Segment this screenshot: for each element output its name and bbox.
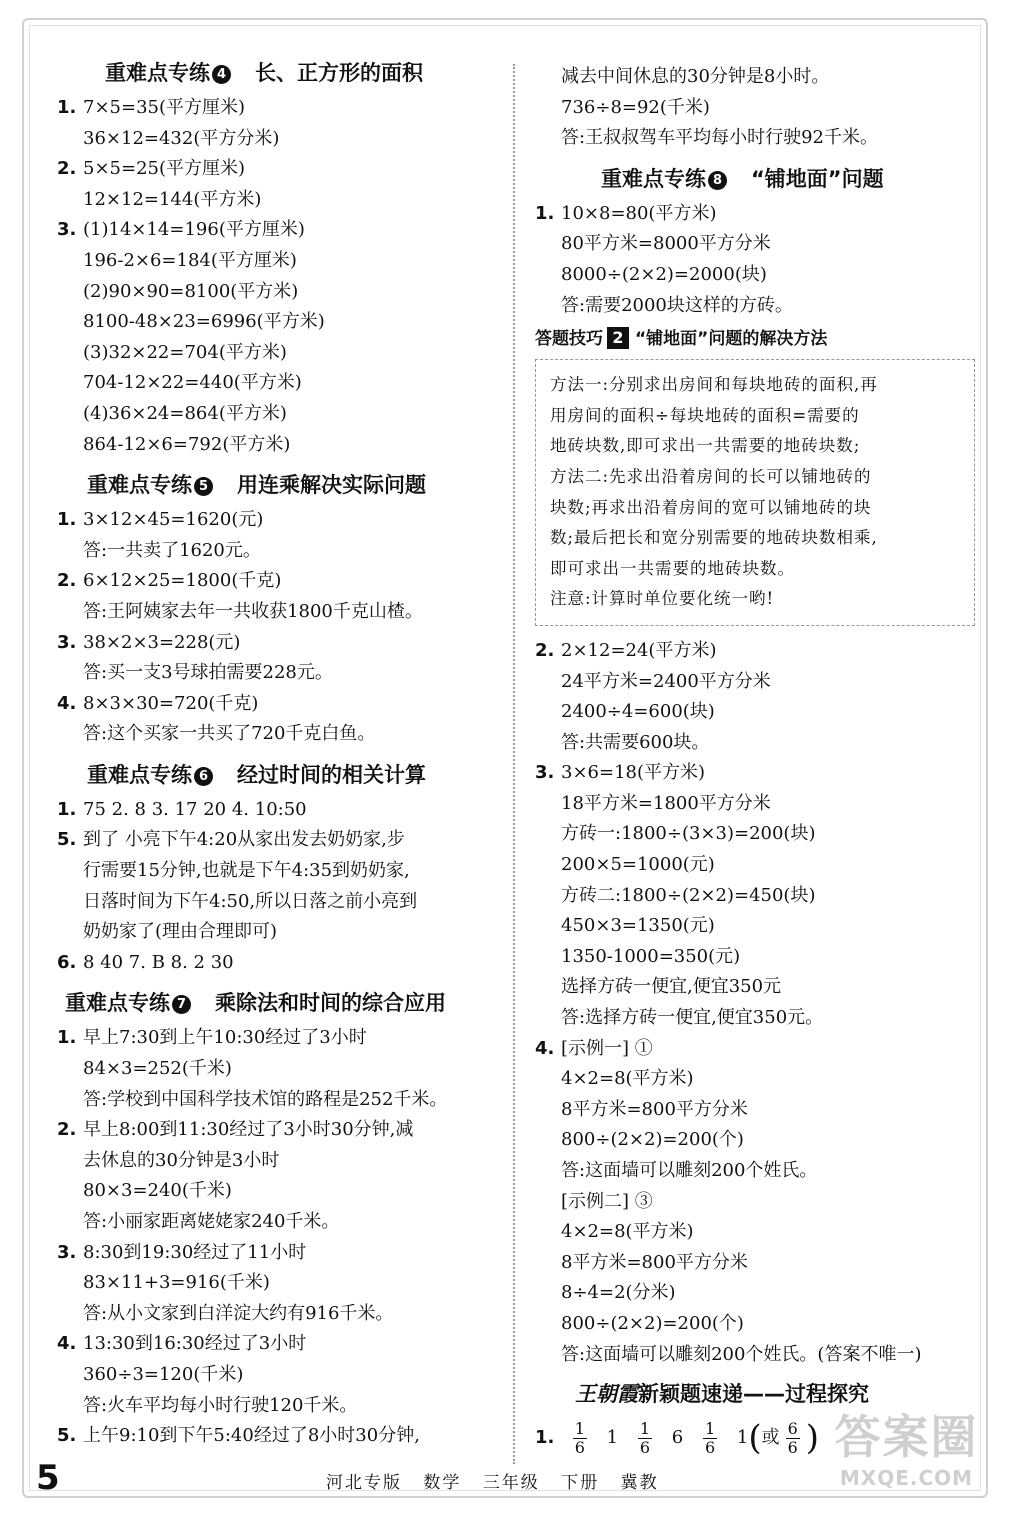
answer-line bbox=[57, 825, 497, 856]
answer-line bbox=[535, 1187, 975, 1218]
section-header-8 bbox=[601, 164, 975, 195]
answer-line bbox=[57, 307, 497, 338]
answer-text: 答:这面墙可以雕刻200个姓氏。(答案不唯一) bbox=[561, 1343, 922, 1365]
question-number: 4. bbox=[535, 1037, 555, 1059]
section-label: 重难点专练 bbox=[601, 166, 706, 191]
text-line: 用房间的面积÷每块地砖的面积=需要的 bbox=[550, 405, 860, 425]
tip-label: 答题技巧 bbox=[535, 329, 603, 350]
answer-line bbox=[57, 246, 497, 277]
answer-text: 83×11+3=916(千米) bbox=[83, 1272, 270, 1294]
answer-value: 1 bbox=[606, 1427, 619, 1449]
answer-line bbox=[535, 1125, 975, 1156]
answer-text: 答:一共卖了1620元。 bbox=[83, 539, 261, 561]
tip-header bbox=[535, 323, 975, 355]
left-column bbox=[57, 58, 497, 1452]
answer-text: 上午9:10到下午5:40经过了8小时30分钟, bbox=[83, 1425, 420, 1447]
section-header-new bbox=[535, 1378, 975, 1409]
brand-signature: 王朝霞 bbox=[575, 1381, 638, 1407]
answer-text: 8100-48×23=6996(平方米) bbox=[83, 311, 325, 333]
answer-text: 18平方米=1800平方分米 bbox=[561, 792, 771, 814]
answer-text: 8÷4=2(分米) bbox=[561, 1282, 676, 1304]
text-line: 注意:计算时单位要化统一哟! bbox=[550, 589, 775, 609]
answer-line bbox=[57, 628, 497, 659]
answer-text: 4×2=8(平方米) bbox=[561, 1221, 694, 1243]
answer-line bbox=[57, 185, 497, 216]
answer-text: 答:学校到中国科学技术馆的路程是252千米。 bbox=[83, 1088, 448, 1110]
answer-text: 5×5=25(平方厘米) bbox=[83, 158, 246, 180]
answer-line bbox=[57, 93, 497, 124]
question-number: 1. bbox=[57, 798, 77, 820]
answer-line bbox=[57, 1085, 497, 1116]
answer-text: 13:30到16:30经过了3小时 bbox=[83, 1333, 307, 1355]
answer-line bbox=[57, 948, 497, 979]
answer-line bbox=[535, 911, 975, 942]
answer-text: 704-12×22=440(平方米) bbox=[83, 372, 302, 394]
answer-line bbox=[535, 291, 975, 322]
answer-value: 6 bbox=[671, 1427, 684, 1449]
section-title: “铺地面”问题 bbox=[751, 166, 884, 191]
answer-line bbox=[57, 505, 497, 536]
section-label: 重难点专练 bbox=[65, 991, 170, 1016]
text-line: 减去中间休息的30分钟是8小时。 bbox=[561, 66, 830, 87]
answer-line bbox=[57, 689, 497, 720]
answer-text: 864-12×6=792(平方米) bbox=[83, 433, 291, 455]
continued-answers bbox=[535, 62, 975, 154]
answer-text: 10×8=80(平方米) bbox=[561, 202, 717, 224]
answer-line bbox=[535, 199, 975, 230]
section-label: 重难点专练 bbox=[87, 762, 192, 787]
question-number: 1. bbox=[57, 1027, 77, 1049]
question-number: 4. bbox=[57, 1333, 77, 1355]
answer-line bbox=[57, 1207, 497, 1238]
answer-line bbox=[535, 942, 975, 973]
answer-line bbox=[57, 887, 497, 918]
answer-line bbox=[535, 972, 975, 1003]
fraction: $\frac{6}{6}$ bbox=[787, 1418, 798, 1457]
answer-text: 3×6=18(平方米) bbox=[561, 762, 706, 784]
answer-text: 2×12=24(平方米) bbox=[561, 639, 717, 661]
answer-line bbox=[535, 1309, 975, 1340]
answer-text: 答:小丽家距离姥姥家240千米。 bbox=[83, 1211, 340, 1232]
answer-line bbox=[535, 758, 975, 789]
section-title: 乘除法和时间的综合应用 bbox=[215, 991, 446, 1016]
answer-line bbox=[57, 1360, 497, 1391]
question-number: 4. bbox=[57, 692, 77, 714]
answer-text: 84×3=252(千米) bbox=[83, 1058, 232, 1080]
answer-text: 答:选择方砖一便宜,便宜350元。 bbox=[561, 1007, 824, 1029]
answer-line bbox=[535, 667, 975, 698]
book-info bbox=[326, 1468, 673, 1493]
answer-text: 80×3=240(千米) bbox=[83, 1180, 232, 1202]
section-label: 重难点专练 bbox=[105, 61, 210, 85]
answer-text: 方砖一:1800÷(3×3)=200(块) bbox=[561, 823, 816, 845]
answer-line bbox=[57, 1054, 497, 1085]
answer-line bbox=[535, 1248, 975, 1279]
answer-line bbox=[57, 917, 497, 948]
paren-open: ( bbox=[748, 1418, 762, 1459]
section-label: 重难点专练 bbox=[87, 473, 192, 498]
answer-line bbox=[535, 1034, 975, 1065]
answer-text: 200×5=1000(元) bbox=[561, 854, 715, 876]
edition-label: 河北专版 bbox=[326, 1473, 402, 1493]
answer-line bbox=[57, 1176, 497, 1207]
answer-text: 到了 小亮下午4:20从家出发去奶奶家,步 bbox=[83, 829, 405, 851]
text-line: 数;最后把长和宽分别需要的地砖块数相乘, bbox=[550, 528, 878, 548]
answer-text: 早上8:00到11:30经过了3小时30分钟,减 bbox=[83, 1119, 414, 1141]
answer-line bbox=[57, 1146, 497, 1177]
or-text: 或 bbox=[761, 1427, 780, 1449]
answer-text: 答:买一支3号球拍需要228元。 bbox=[83, 662, 333, 684]
answer-text: (2)90×90=8100(平方米) bbox=[83, 280, 299, 302]
section-5-answers bbox=[57, 505, 497, 750]
answer-line bbox=[535, 1278, 975, 1309]
answer-line bbox=[57, 658, 497, 689]
answer-text: 12×12=144(平方米) bbox=[83, 188, 262, 210]
watermark-logo bbox=[824, 1408, 989, 1508]
answer-line bbox=[535, 1156, 975, 1187]
page-number: 5 bbox=[36, 1458, 60, 1498]
answer-line bbox=[535, 229, 975, 260]
tip-number-box: 2 bbox=[607, 327, 629, 349]
answer-line bbox=[535, 1095, 975, 1126]
answer-text: 360÷3=120(千米) bbox=[83, 1363, 244, 1385]
answer-line bbox=[57, 154, 497, 185]
answer-line bbox=[535, 697, 975, 728]
question-number: 3. bbox=[57, 1241, 77, 1263]
question-number: 5. bbox=[57, 1425, 77, 1447]
answer-line bbox=[535, 1340, 975, 1371]
answer-line bbox=[535, 789, 975, 820]
answer-text: 24平方米=2400平方分米 bbox=[561, 670, 771, 692]
answer-text: 6×12×25=1800(千克) bbox=[83, 570, 282, 592]
publisher-label: 冀教 bbox=[620, 1473, 659, 1493]
section-number-badge: 5 bbox=[194, 477, 213, 496]
answer-text: [示例一] ① bbox=[561, 1037, 653, 1059]
answer-text: 答:从小文家到白洋淀大约有916千米。 bbox=[83, 1302, 394, 1324]
answer-text: (1)14×14=196(平方厘米) bbox=[83, 219, 305, 241]
subject-label: 数学 bbox=[423, 1473, 462, 1493]
answer-text: 选择方砖一便宜,便宜350元 bbox=[561, 976, 782, 998]
right-answers bbox=[535, 636, 975, 1370]
answer-line bbox=[535, 1064, 975, 1095]
question-number: 6. bbox=[57, 951, 77, 973]
answer-text: 450×3=1350(元) bbox=[561, 915, 715, 937]
section-4-answers bbox=[57, 93, 497, 460]
question-number: 1. bbox=[535, 1427, 555, 1449]
tip-title: “铺地面”问题的解决方法 bbox=[635, 329, 828, 350]
question-number: 2. bbox=[57, 1119, 77, 1141]
answer-line bbox=[57, 1115, 497, 1146]
answer-value: 1 bbox=[736, 1427, 749, 1449]
answer-line bbox=[57, 1421, 497, 1452]
answer-line bbox=[535, 881, 975, 912]
answer-line bbox=[57, 597, 497, 628]
section-header-4 bbox=[105, 58, 497, 89]
volume-label: 下册 bbox=[561, 1473, 600, 1493]
answer-text: 1350-1000=350(元) bbox=[561, 945, 741, 967]
answer-text: 答:需要2000块这样的方砖。 bbox=[561, 294, 793, 316]
answer-text: 7×5=35(平方厘米) bbox=[83, 97, 246, 118]
answer-text: 方砖二:1800÷(2×2)=450(块) bbox=[561, 884, 816, 906]
answer-line bbox=[57, 1268, 497, 1299]
text-line: 地砖块数,即可求出一共需要的地砖块数; bbox=[550, 436, 861, 456]
answer-line bbox=[57, 338, 497, 369]
answer-line bbox=[57, 430, 497, 461]
question-number: 1. bbox=[57, 97, 77, 118]
answer-line bbox=[57, 124, 497, 155]
watermark-text: 答案圈 bbox=[834, 1410, 979, 1464]
text-line: 块数;再求出沿着房间的宽可以铺地砖的块 bbox=[550, 497, 872, 517]
answer-line bbox=[57, 1023, 497, 1054]
paren-close: ) bbox=[805, 1418, 820, 1459]
question-number: 1. bbox=[535, 202, 555, 224]
right-column bbox=[535, 62, 975, 1463]
answer-text: 8 40 7. B 8. 2 30 bbox=[83, 951, 234, 973]
answer-text: 日落时间为下午4:50,所以日落之前小亮到 bbox=[83, 890, 418, 912]
question-number: 3. bbox=[535, 762, 555, 784]
answer-text: 800÷(2×2)=200(个) bbox=[561, 1129, 744, 1151]
answer-text: 2400÷4=600(块) bbox=[561, 701, 715, 723]
text-line: 答:王叔叔驾车平均每小时行驶92千米。 bbox=[561, 127, 878, 149]
answer-line bbox=[57, 856, 497, 887]
section-6-answers bbox=[57, 795, 497, 979]
question-number: 3. bbox=[57, 219, 77, 241]
grade-label: 三年级 bbox=[482, 1473, 540, 1493]
answer-line bbox=[57, 719, 497, 750]
answer-text: 196-2×6=184(平方厘米) bbox=[83, 249, 297, 271]
answer-text: 800÷(2×2)=200(个) bbox=[561, 1312, 744, 1334]
answer-text: 75 2. 8 3. 17 20 4. 10:50 bbox=[83, 798, 307, 820]
answer-line bbox=[535, 260, 975, 291]
section-number-badge: 7 bbox=[172, 995, 191, 1014]
watermark-url: MXQE.COM bbox=[839, 1466, 974, 1490]
answer-text: 行需要15分钟,也就是下午4:35到奶奶家, bbox=[83, 860, 410, 882]
answer-text: 答:王阿姨家去年一共收获1800千克山楂。 bbox=[83, 600, 423, 622]
answer-line bbox=[57, 399, 497, 430]
answer-text: 8平方米=800平方分米 bbox=[561, 1098, 748, 1120]
answer-text: 3×12×45=1620(元) bbox=[83, 509, 264, 531]
question-number: 2. bbox=[57, 570, 77, 592]
answer-text: 8×3×30=720(千克) bbox=[83, 692, 259, 714]
text-line: 方法二:先求出沿着房间的长可以铺地砖的 bbox=[550, 466, 872, 486]
section-header-6 bbox=[87, 760, 497, 791]
text-line: 方法一:分别求出房间和每块地砖的面积,再 bbox=[550, 375, 878, 395]
section-title: 用连乘解决实际问题 bbox=[237, 473, 426, 498]
question-number: 1. bbox=[57, 509, 77, 531]
column-divider bbox=[513, 64, 515, 1464]
section-number-badge: 6 bbox=[194, 767, 213, 786]
section-7-answers bbox=[57, 1023, 497, 1451]
answer-text: 8平方米=800平方分米 bbox=[561, 1251, 748, 1273]
answer-line bbox=[57, 277, 497, 308]
answer-line bbox=[535, 850, 975, 881]
section-8-answers bbox=[535, 199, 975, 321]
question-number: 3. bbox=[57, 631, 77, 653]
text-line: 即可求出一共需要的地砖块数。 bbox=[550, 558, 795, 578]
answer-text: [示例二] ③ bbox=[561, 1190, 653, 1212]
answer-line bbox=[57, 1238, 497, 1269]
answer-line bbox=[57, 536, 497, 567]
answer-text: 答:这面墙可以雕刻200个姓氏。 bbox=[561, 1160, 818, 1181]
answer-text: (4)36×24=864(平方米) bbox=[83, 402, 287, 424]
tip-body bbox=[535, 359, 975, 626]
answer-text: 答:共需要600块。 bbox=[561, 731, 710, 753]
answer-line bbox=[57, 1329, 497, 1360]
page-footer bbox=[36, 1458, 956, 1498]
question-number: 2. bbox=[57, 158, 77, 180]
section-header-5 bbox=[87, 470, 497, 501]
answer-text: 答:火车平均每小时行驶120千米。 bbox=[83, 1394, 358, 1416]
answer-line bbox=[535, 636, 975, 667]
text-line: 736÷8=92(千米) bbox=[561, 96, 710, 118]
answer-text: (3)32×22=704(平方米) bbox=[83, 341, 287, 363]
answer-line bbox=[535, 728, 975, 759]
fraction: $\frac{1}{6}$ bbox=[639, 1418, 651, 1457]
fraction: $\frac{1}{6}$ bbox=[704, 1418, 716, 1457]
answer-line bbox=[535, 1217, 975, 1248]
section-title: 经过时间的相关计算 bbox=[237, 762, 426, 787]
question-number: 2. bbox=[535, 639, 555, 661]
answer-text: 36×12=432(平方分米) bbox=[83, 127, 280, 149]
answer-text: 去休息的30分钟是3小时 bbox=[83, 1149, 280, 1171]
answer-line bbox=[535, 1003, 975, 1034]
answer-line bbox=[57, 1391, 497, 1422]
section-number-badge: 8 bbox=[708, 171, 727, 190]
fraction: $\frac{1}{6}$ bbox=[574, 1418, 585, 1457]
section-header-7 bbox=[65, 988, 497, 1019]
question-number: 5. bbox=[57, 829, 77, 851]
section-number-badge: 4 bbox=[212, 65, 231, 84]
answer-text: 8:30到19:30经过了11小时 bbox=[83, 1241, 307, 1263]
answer-line bbox=[57, 795, 497, 826]
answer-line bbox=[535, 819, 975, 850]
answer-text: 4×2=8(平方米) bbox=[561, 1068, 694, 1090]
answer-text: 早上7:30到上午10:30经过了3小时 bbox=[83, 1027, 367, 1049]
section-title: 长、正方形的面积 bbox=[255, 61, 423, 85]
section-title: 新颖题速递——过程探究 bbox=[638, 1382, 869, 1407]
answer-text: 奶奶家了(理由合理即可) bbox=[83, 921, 278, 943]
answer-text: 8000÷(2×2)=2000(块) bbox=[561, 263, 767, 285]
answer-line bbox=[57, 368, 497, 399]
answer-text: 80平方米=8000平方分米 bbox=[561, 233, 771, 255]
answer-line bbox=[57, 1299, 497, 1330]
answer-text: 答:这个买家一共买了720千克白鱼。 bbox=[83, 723, 376, 745]
answer-text: 38×2×3=228(元) bbox=[83, 631, 241, 653]
answer-line bbox=[57, 566, 497, 597]
answer-line bbox=[57, 215, 497, 246]
